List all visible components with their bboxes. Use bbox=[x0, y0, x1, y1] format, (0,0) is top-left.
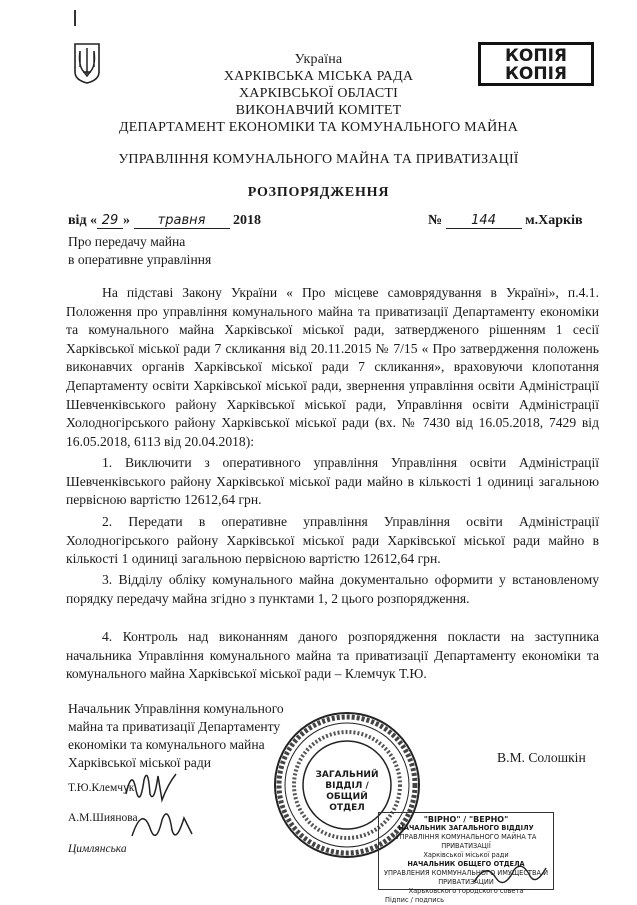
date-month: травня bbox=[134, 213, 230, 229]
office: УПРАВЛІННЯ КОМУНАЛЬНОГО МАЙНА ТА ПРИВАТИЗАЦІЇ bbox=[118, 152, 519, 167]
handwritten-signature-2 bbox=[128, 800, 198, 852]
seal-line: ОБЩИЙ ОТДЕЛ bbox=[326, 792, 368, 813]
seal-line: ВІДДІЛ / bbox=[325, 781, 369, 791]
stamp-line: "ВІРНО" / "ВЕРНО" bbox=[423, 815, 509, 824]
committee: ВИКОНАВЧИЙ КОМІТЕТ bbox=[235, 103, 402, 118]
signatory-title-line: Начальник Управління комунального bbox=[68, 701, 284, 716]
signatory-title bbox=[68, 700, 284, 772]
city: м.Харків bbox=[525, 213, 583, 228]
punch-mark bbox=[74, 10, 76, 26]
date-quote: » bbox=[123, 213, 131, 228]
signatory-name: В.М. Солошкін bbox=[497, 750, 586, 765]
approval-shyianova: А.М.Шиянова bbox=[68, 812, 138, 824]
stamp-line: УПРАВЛЕНИЯ КОММУНАЛЬНОГО ИМУЩЕСТВА И ПРИВАТИЗАЦИИ bbox=[383, 869, 549, 886]
stamp-line: Харківської міської ради bbox=[423, 851, 509, 859]
doc-number: 144 bbox=[446, 213, 522, 229]
doc-type: РОЗПОРЯДЖЕННЯ bbox=[247, 185, 390, 200]
subject-line: в оперативне управління bbox=[68, 252, 212, 267]
item-2: 2. Передати в оперативне управління Управління освіти Адміністрації Холодногірського району Харківської міської ради Харківської міської ради майно в кількості 1 одиниці загальною первісною вартістю 12612,64 грн. bbox=[66, 514, 599, 567]
date-year: 2018 bbox=[233, 213, 262, 228]
item-3: 3. Відділу обліку комунального майна документально оформити у встановленому порядку передачу майна згідно з пунктами 1, 2 цього розпорядження. bbox=[66, 572, 599, 606]
item-4: 4. Контроль над виконанням даного розпорядження покласти на заступника начальника Управління комунального майна та приватизації Департаменту економіки та комунального майна Харківської міської ради – Клемчук Т.Ю. bbox=[66, 629, 599, 682]
signatory-title-line: майна та приватизації Департаменту bbox=[68, 719, 281, 734]
approval-tsymlianska: Цимлянська bbox=[68, 843, 127, 855]
number-label: № bbox=[428, 213, 443, 228]
copy-stamp-line: КОПІЯ bbox=[505, 46, 567, 66]
seal-line: ЗАГАЛЬНИЙ bbox=[315, 770, 379, 780]
stamp-line: Підпис / подпись bbox=[385, 896, 444, 904]
subject bbox=[68, 233, 211, 269]
date-line bbox=[68, 213, 261, 229]
signatory-title-line: Харківської міської ради bbox=[68, 755, 212, 770]
preamble: На підставі Закону України « Про місцеве самоврядування в Україні», п.4.1. Положення про управління комунального майна та приватизації Департаменту економіки та комунального майна Харківської міської ради, затвердженого рішенням 1 сесії Харківської міської ради 7 скликання від 20.11.2015 № 7/15 « Про затвердження положень виконавчих органів Харківської міської ради 7 скликання», враховуючи клопотання Департаменту освіти Харківської міської ради, звернення управління освіти Адміністрації Шевченківського району Харківської міської ради, Управління освіти Адміністрації Холодногірського району Харківської міської ради (вх. № 7430 від 16.05.2018, 7429 від 16.05.2018, 6113 від 20.04.2018): bbox=[66, 285, 599, 449]
country: Україна bbox=[294, 52, 343, 67]
council: ХАРКІВСЬКА МІСЬКА РАДА bbox=[223, 69, 414, 84]
copy-stamp-line: КОПІЯ bbox=[505, 64, 567, 84]
department: ДЕПАРТАМЕНТ ЕКОНОМІКИ ТА КОМУНАЛЬНОГО МАЙНА bbox=[118, 120, 519, 135]
stamp-signature bbox=[470, 858, 550, 892]
stamp-line: Харьковского городского совета bbox=[408, 887, 524, 895]
signatory-title-line: економіки та комунального майна bbox=[68, 737, 265, 752]
number-line bbox=[428, 213, 583, 229]
stamp-line: НАЧАЛЬНИК ЗАГАЛЬНОГО ВІДДІЛУ bbox=[398, 824, 534, 832]
stamp-line: НАЧАЛЬНИК ОБЩЕГО ОТДЕЛА bbox=[407, 860, 525, 868]
approval-klemchuk: Т.Ю.Клемчук bbox=[68, 782, 135, 794]
subject-line: Про передачу майна bbox=[68, 234, 186, 249]
oblast: ХАРКІВСЬКОЇ ОБЛАСТІ bbox=[238, 86, 399, 101]
item-1: 1. Виключити з оперативного управління Управління освіти Адміністрації Шевченківського району Харківської міської ради майно в кількості 1 одиниці загальною первісною вартістю 12612,64 грн. bbox=[66, 455, 599, 508]
date-prefix: від « bbox=[68, 213, 98, 228]
round-seal-center bbox=[307, 770, 387, 814]
stamp-line: УПРАВЛІННЯ КОМУНАЛЬНОГО МАЙНА ТА ПРИВАТИЗАЦІЇ bbox=[395, 833, 537, 850]
date-day: 29 bbox=[97, 213, 123, 229]
